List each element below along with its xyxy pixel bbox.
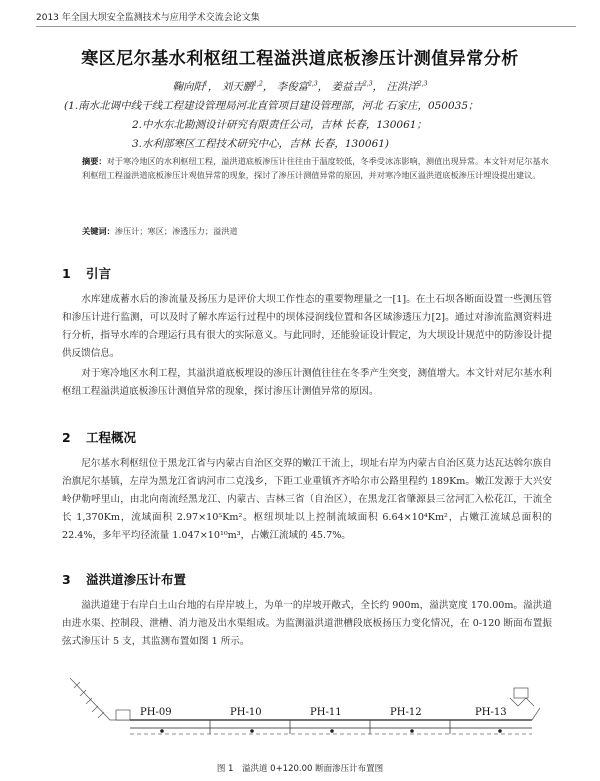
right-slope — [510, 698, 540, 720]
gauge-markers — [160, 729, 502, 733]
figure-drawing — [70, 658, 540, 756]
gauge-marker — [250, 729, 254, 733]
affiliation-2: 2.中水东北勘测设计研究有限责任公司，吉林 长春，130061； — [132, 119, 427, 131]
abstract-label: 摘要： — [82, 156, 107, 166]
paragraph: 溢洪道建于右岸白土山台地的右岸岸坡上，为单一的岸坡开敞式，全长约 900m，溢洪宽度 170.00m。溢洪道由进水渠、控制段、泄槽、消力池及出水渠组成。为监测溢洪道泄槽段底板扬压力变化情况，在 0-120 断面布置振弦式渗压计 5 支，其监测布置如图 1 所示。 — [62, 600, 552, 647]
section-heading-3: 3 溢洪道渗压计布置 — [62, 572, 187, 587]
author: 李俊富$^{2,3}$ — [276, 80, 318, 93]
running-header: 2013 年全国大坝安全监测技术与应用学术交流会论文集 — [36, 10, 576, 27]
section-heading-2: 2 工程概况 — [62, 430, 137, 445]
gauge-marker — [160, 729, 164, 733]
gauge-marker — [410, 729, 414, 733]
keywords — [82, 226, 552, 237]
author-list: 鞠向阳$^1$， 刘天鹏$^{1,2}$， 李俊富$^{2,3}$， 姜益吉$^{2,3}$， 汪洪洋$^{2,3}$ — [172, 80, 428, 93]
affiliation-3: 3.水利部寒区工程技术研究中心，吉林 长春，130061) — [132, 138, 390, 150]
paragraph: 对于寒冷地区水利工程，其溢洪道底板埋设的渗压计测值往往在冬季产生突变，测值增大。本文针对尼尔基水利枢纽工程溢洪道底板渗压计测值异常的现象，探讨渗压计测值异常的原因。 — [62, 368, 552, 397]
slab-joints — [210, 720, 450, 734]
abstract — [82, 154, 552, 182]
keywords-label: 关键词： — [82, 226, 115, 236]
left-wall-label — [116, 710, 130, 720]
gauge-label: PH-09 — [140, 707, 172, 718]
paragraph: 尼尔基水利枢纽位于黑龙江省与内蒙古自治区交界的嫩江干流上，坝址右岸为内蒙古自治区莫力达瓦达斡尔族自治旗尼尔基镇，左岸为黑龙江省讷河市二克浅乡，下距工业重镇齐齐哈尔市公路里程约 189Km。嫩江发源于大兴安岭伊勒呼里山，由北向南流经黑龙江、内蒙古、吉林三省（自治区），在黑龙江省肇源县三岔河汇入松花江，干流全长 1,370Km，流域面积 2.97×10⁵Km²。枢纽坝址以上控制流域面积 6.64×10⁴Km²，占嫩江流域总面积的 22.4%，多年平均径流量 1.047×10¹⁰m³，占嫩江流域的 45.7%。 — [62, 458, 552, 541]
figure-caption: 图 1 溢洪道 0+120.00 断面渗压计布置图 — [216, 764, 384, 774]
gauge-label: PH-10 — [230, 707, 262, 718]
paragraph: 水库建成蓄水后的渗流量及扬压力是评价大坝工作性态的重要物理量之一[1]。在土石坝各断面设置一些测压管和渗压计进行监测，可以及时了解水库运行过程中的坝体浸润线位置和各区域渗透压力[2]。通过对渗流监测资料进行分析，指导水库的合理运行具有很大的实际意义。与此同时，还能验证设计假定，为大坝设计规范中的防渗设计提供反馈信息。 — [62, 294, 552, 359]
author: 刘天鹏$^{1,2}$ — [221, 80, 263, 93]
keywords-text: 渗压计；寒区；渗透压力；溢洪道 — [114, 226, 238, 236]
abstract-text: 对于寒冷地区的水利枢纽工程，溢洪道底板渗压计往往由于温度较低，冬季受冰冻影响，测值出现异常。本文针对尼尔基水利枢纽工程溢洪道底板渗压计观值异常的现象，探讨了渗压计测值异常的原因，并对寒冷地区溢洪道底板渗压计埋设提出建议。 — [82, 156, 549, 180]
figure-spillway-section — [70, 658, 540, 756]
author: 汪洪洋$^{2,3}$ — [386, 80, 428, 93]
gauge-label: PH-13 — [475, 707, 507, 718]
gauge-marker — [498, 729, 502, 733]
gauge-marker — [330, 729, 334, 733]
gauge-label: PH-11 — [310, 707, 342, 718]
paper-title: 寒区尼尔基水利枢纽工程溢洪道底板渗压计测值异常分析 — [81, 49, 519, 69]
right-wall-label — [514, 688, 528, 698]
author: 姜益吉$^{2,3}$ — [331, 80, 373, 93]
gauge-label: PH-12 — [390, 707, 422, 718]
section-heading-1: 1 引言 — [62, 266, 112, 281]
author: 鞠向阳$^1$ — [172, 80, 208, 93]
affiliation-1: (1.南水北调中线干线工程建设管理局河北直管项目建设管理部，河北 石家庄，050035； — [64, 100, 479, 112]
